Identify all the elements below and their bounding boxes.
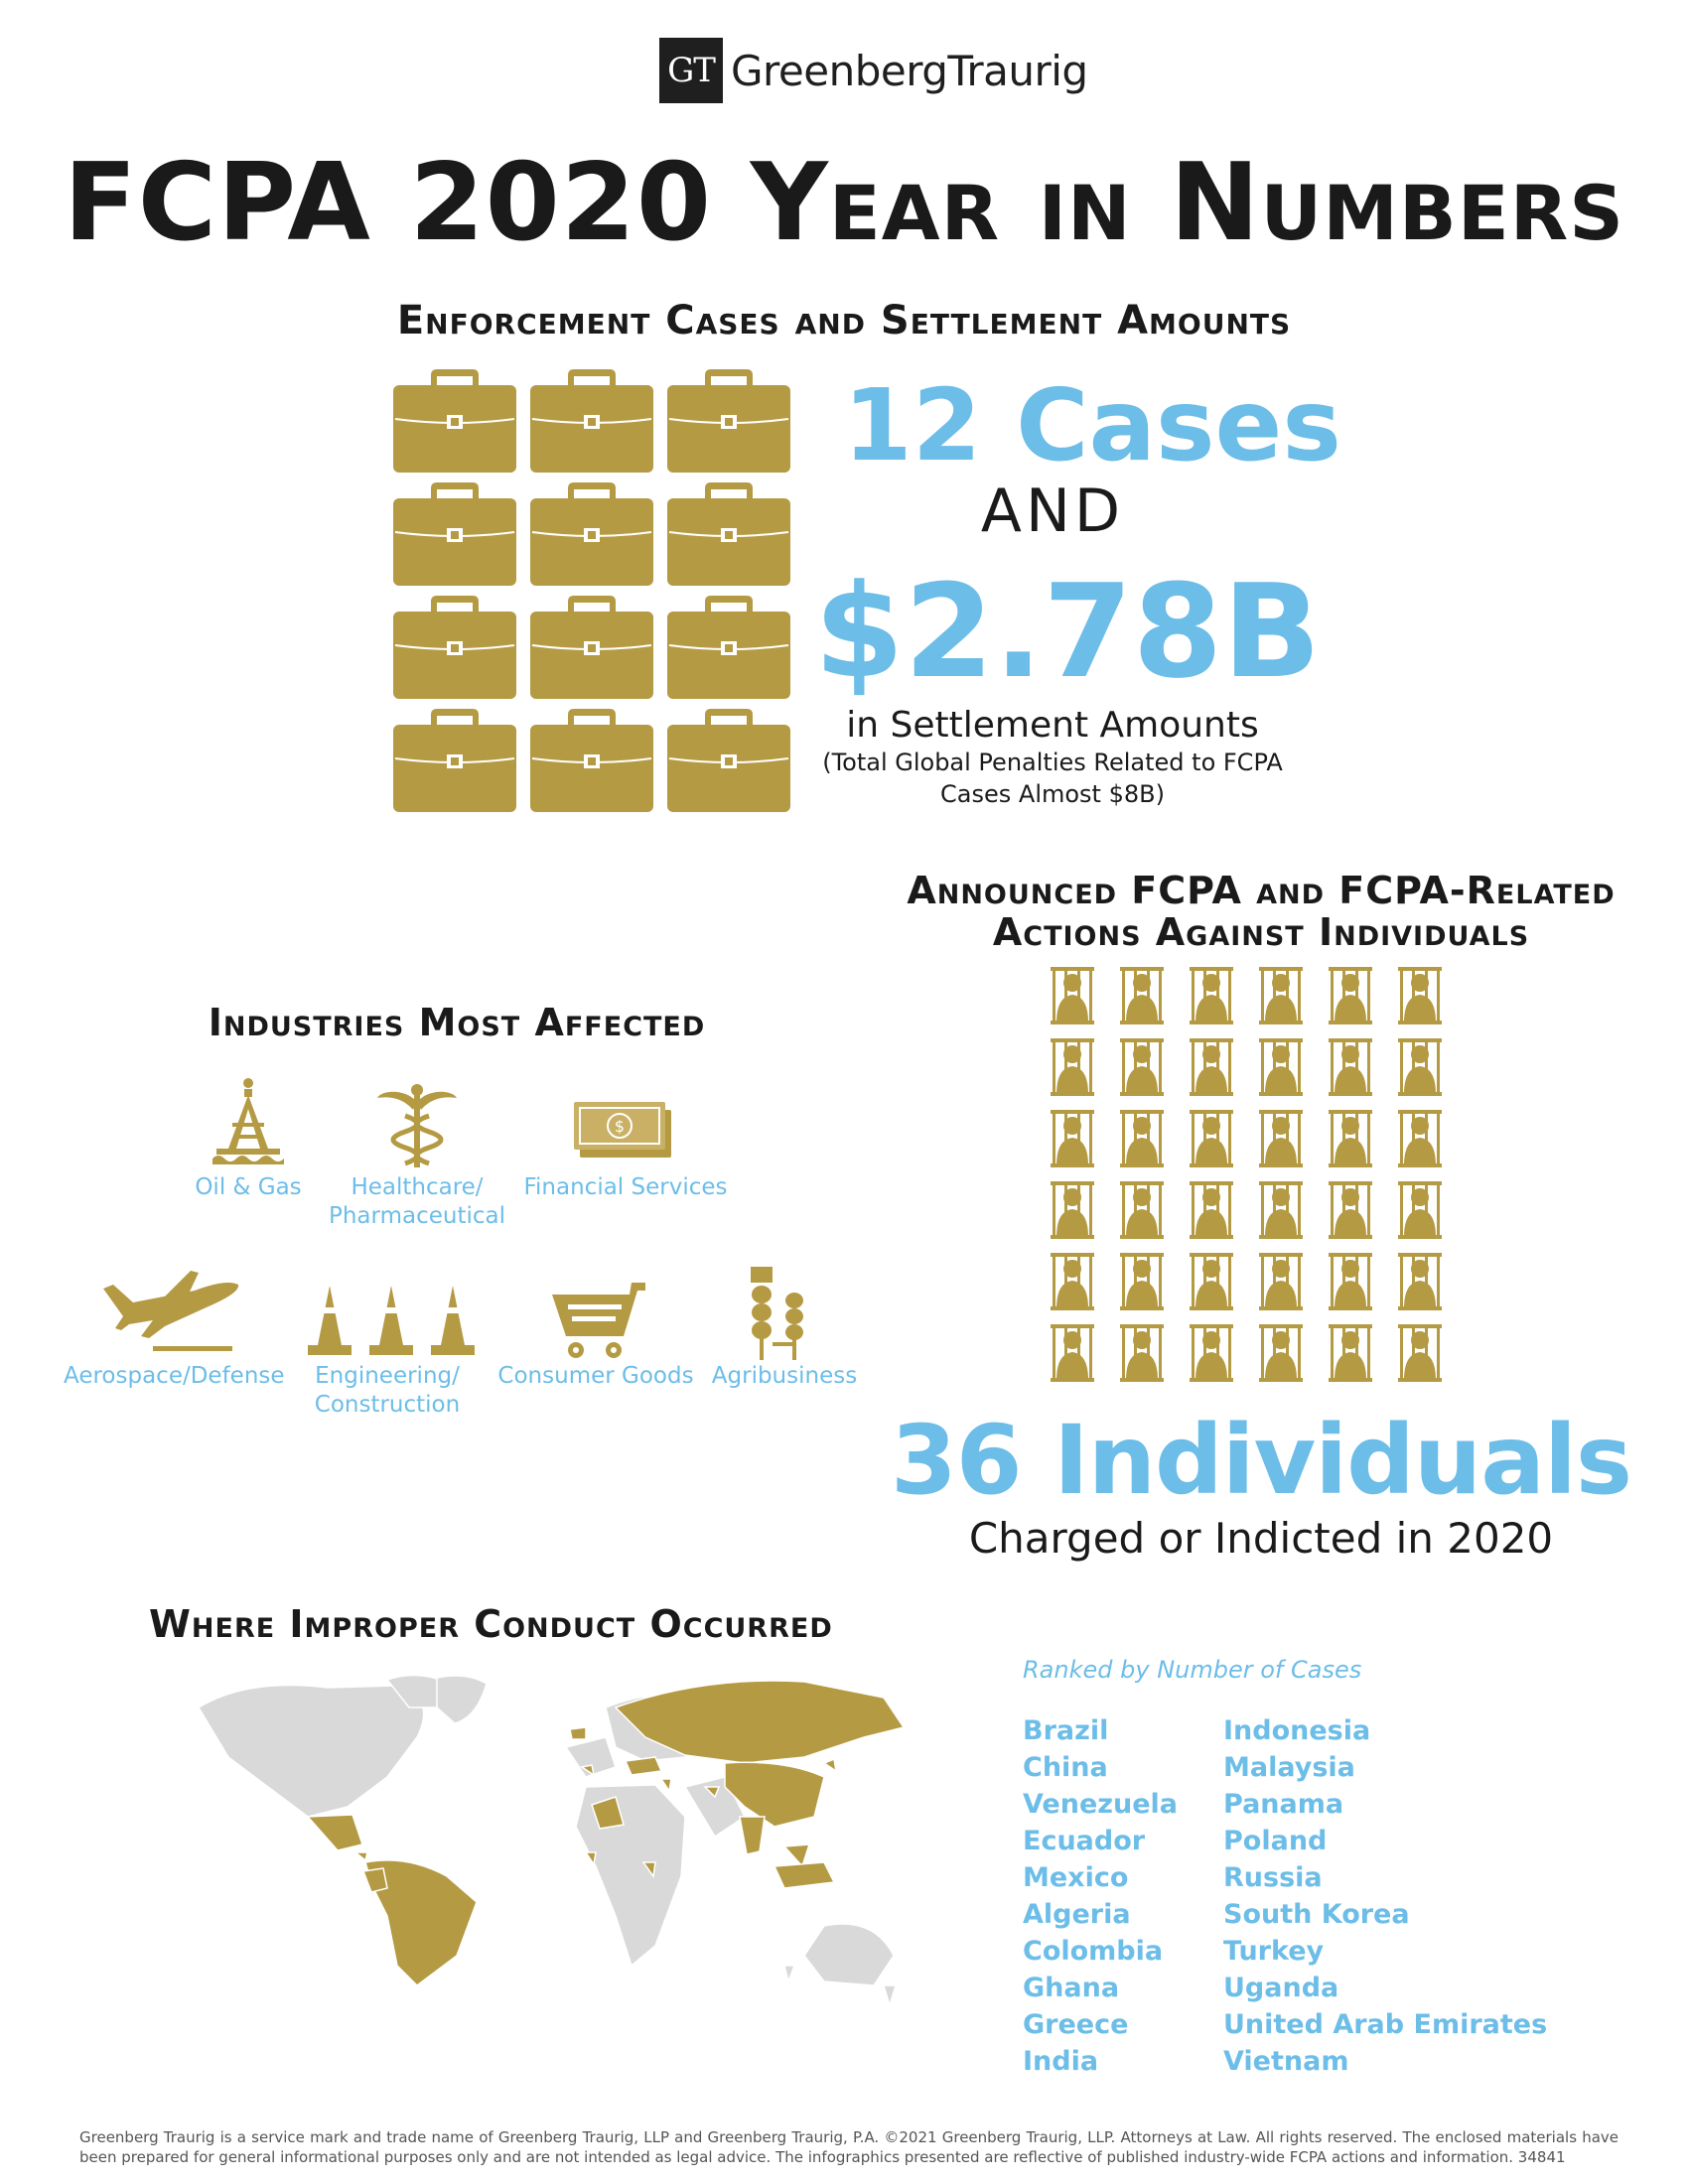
oil-rig-icon (209, 1077, 288, 1172)
caduceus-icon (375, 1084, 459, 1173)
country-item: South Korea (1223, 1899, 1410, 1930)
money-icon (574, 1100, 673, 1163)
jailed-person-icon (1190, 1110, 1233, 1167)
settlement-amount: $2.78B (814, 556, 1322, 707)
jailed-person-icon (1398, 1181, 1442, 1239)
country-item: Vietnam (1223, 2046, 1349, 2077)
country-item: Algeria (1023, 1899, 1131, 1930)
briefcase-icon (393, 478, 516, 588)
country-item: Russia (1223, 1862, 1323, 1893)
jailed-person-icon (1120, 1038, 1164, 1096)
briefcase-icon (530, 592, 653, 701)
jailed-person-icon (1398, 1253, 1442, 1310)
country-item: Mexico (1023, 1862, 1129, 1893)
briefcase-icon (530, 365, 653, 475)
jailed-person-icon (1398, 1110, 1442, 1167)
wheat-icon (747, 1265, 816, 1366)
briefcase-icon (667, 705, 790, 814)
country-item: China (1023, 1752, 1108, 1783)
airplane-icon (99, 1269, 246, 1358)
country-item: India (1023, 2046, 1099, 2077)
country-item: Turkey (1223, 1936, 1325, 1967)
industry-label-consumer: Consumer Goods (497, 1363, 694, 1389)
country-item: Poland (1223, 1826, 1328, 1856)
where-title: Where Improper Conduct Occurred (149, 1602, 833, 1646)
jailed-person-icon (1051, 1253, 1094, 1310)
briefcase-icon (530, 478, 653, 588)
industry-label-oil-gas: Oil & Gas (195, 1174, 302, 1200)
jailed-person-icon (1329, 1253, 1372, 1310)
jailed-person-icon (1120, 1110, 1164, 1167)
jailed-person-icon (1120, 1324, 1164, 1382)
briefcase-icon (393, 705, 516, 814)
jailed-person-icon (1398, 967, 1442, 1024)
country-item: Uganda (1223, 1973, 1339, 2003)
briefcase-icon (530, 705, 653, 814)
jailed-person-icon (1259, 1253, 1303, 1310)
settlement-label: in Settlement Amounts (846, 705, 1259, 746)
settlement-note: (Total Global Penalties Related to FCPA Cases Almost $8B) (822, 749, 1283, 808)
page-title: FCPA 2020 Year in Numbers (63, 141, 1625, 265)
jailed-person-icon (1398, 1038, 1442, 1096)
jailed-person-icon (1051, 1110, 1094, 1167)
jailed-person-icon (1329, 967, 1372, 1024)
jailed-person-icon (1190, 1181, 1233, 1239)
logo (659, 36, 1088, 105)
jailed-person-icon (1051, 1181, 1094, 1239)
country-item: Ghana (1023, 1973, 1120, 2003)
jailed-person-icon (1329, 1038, 1372, 1096)
jailed-person-icon (1051, 967, 1094, 1024)
traffic-cone-icon (306, 1284, 477, 1361)
world-map-icon (189, 1668, 943, 2085)
footer-disclaimer: Greenberg Traurig is a service mark and trade name of Greenberg Traurig, LLP and Greenberg Traurig, P.A. ©2021 Greenberg Traurig, LLP. Attorneys at Law. All rights reserved. The enclosed materials have been prepared for general informational purposes only and are not intended as legal advice. The infographics presented are reflective of published industry-wide FCPA actions and information. 34841 (79, 2128, 1618, 2166)
individuals-count: 36 Individuals (890, 1405, 1632, 1516)
jailed-person-icon (1051, 1324, 1094, 1382)
country-item: Panama (1223, 1789, 1344, 1820)
country-item: United Arab Emirates (1223, 2009, 1548, 2040)
country-item: Malaysia (1223, 1752, 1355, 1783)
jailed-person-icon (1329, 1181, 1372, 1239)
cases-and: AND (980, 477, 1125, 546)
logo-mark: GT (659, 38, 723, 103)
country-item: Greece (1023, 2009, 1129, 2040)
jailed-person-icon (1190, 1253, 1233, 1310)
industry-label-aerospace: Aerospace/Defense (64, 1363, 285, 1389)
jailed-person-icon (1190, 1038, 1233, 1096)
country-item: Colombia (1023, 1936, 1164, 1967)
svg-text:$: $ (614, 1117, 626, 1136)
jailed-person-icon (1329, 1110, 1372, 1167)
shopping-cart-icon (548, 1279, 647, 1364)
jailed-person-icon (1259, 967, 1303, 1024)
jailed-person-icon (1259, 1110, 1303, 1167)
individuals-title: Announced FCPA and FCPA-Related Actions Against Individuals (907, 869, 1616, 954)
ranked-label: Ranked by Number of Cases (1023, 1656, 1362, 1684)
individuals-subtitle: Charged or Indicted in 2020 (968, 1514, 1554, 1563)
country-item: Ecuador (1023, 1826, 1146, 1856)
jailed-person-icon (1120, 1253, 1164, 1310)
briefcase-icon (393, 365, 516, 475)
industry-label-healthcare: Healthcare/ Pharmaceutical (328, 1174, 505, 1229)
country-item: Brazil (1023, 1715, 1109, 1746)
briefcase-icon (667, 478, 790, 588)
jailed-person-icon (1259, 1181, 1303, 1239)
country-item: Venezuela (1023, 1789, 1178, 1820)
enforcement-title: Enforcement Cases and Settlement Amounts (396, 298, 1292, 343)
industry-label-agribusiness: Agribusiness (711, 1363, 858, 1389)
jailed-person-icon (1051, 1038, 1094, 1096)
jailed-person-icon (1259, 1038, 1303, 1096)
jailed-person-icon (1190, 1324, 1233, 1382)
industries-title: Industries Most Affected (208, 1001, 706, 1044)
briefcase-icon (667, 365, 790, 475)
jailed-person-icon (1120, 967, 1164, 1024)
briefcase-icon (667, 592, 790, 701)
jailed-person-icon (1398, 1324, 1442, 1382)
jailed-person-icon (1190, 967, 1233, 1024)
cases-count: 12 Cases (843, 367, 1341, 483)
jailed-person-icon (1259, 1324, 1303, 1382)
country-item: Indonesia (1223, 1715, 1371, 1746)
briefcase-icon (393, 592, 516, 701)
industry-label-financial: Financial Services (523, 1174, 728, 1200)
logo-name: GreenbergTraurig (731, 46, 1088, 95)
jailed-person-icon (1120, 1181, 1164, 1239)
jailed-person-icon (1329, 1324, 1372, 1382)
industry-label-engineering: Engineering/ Construction (314, 1363, 461, 1418)
